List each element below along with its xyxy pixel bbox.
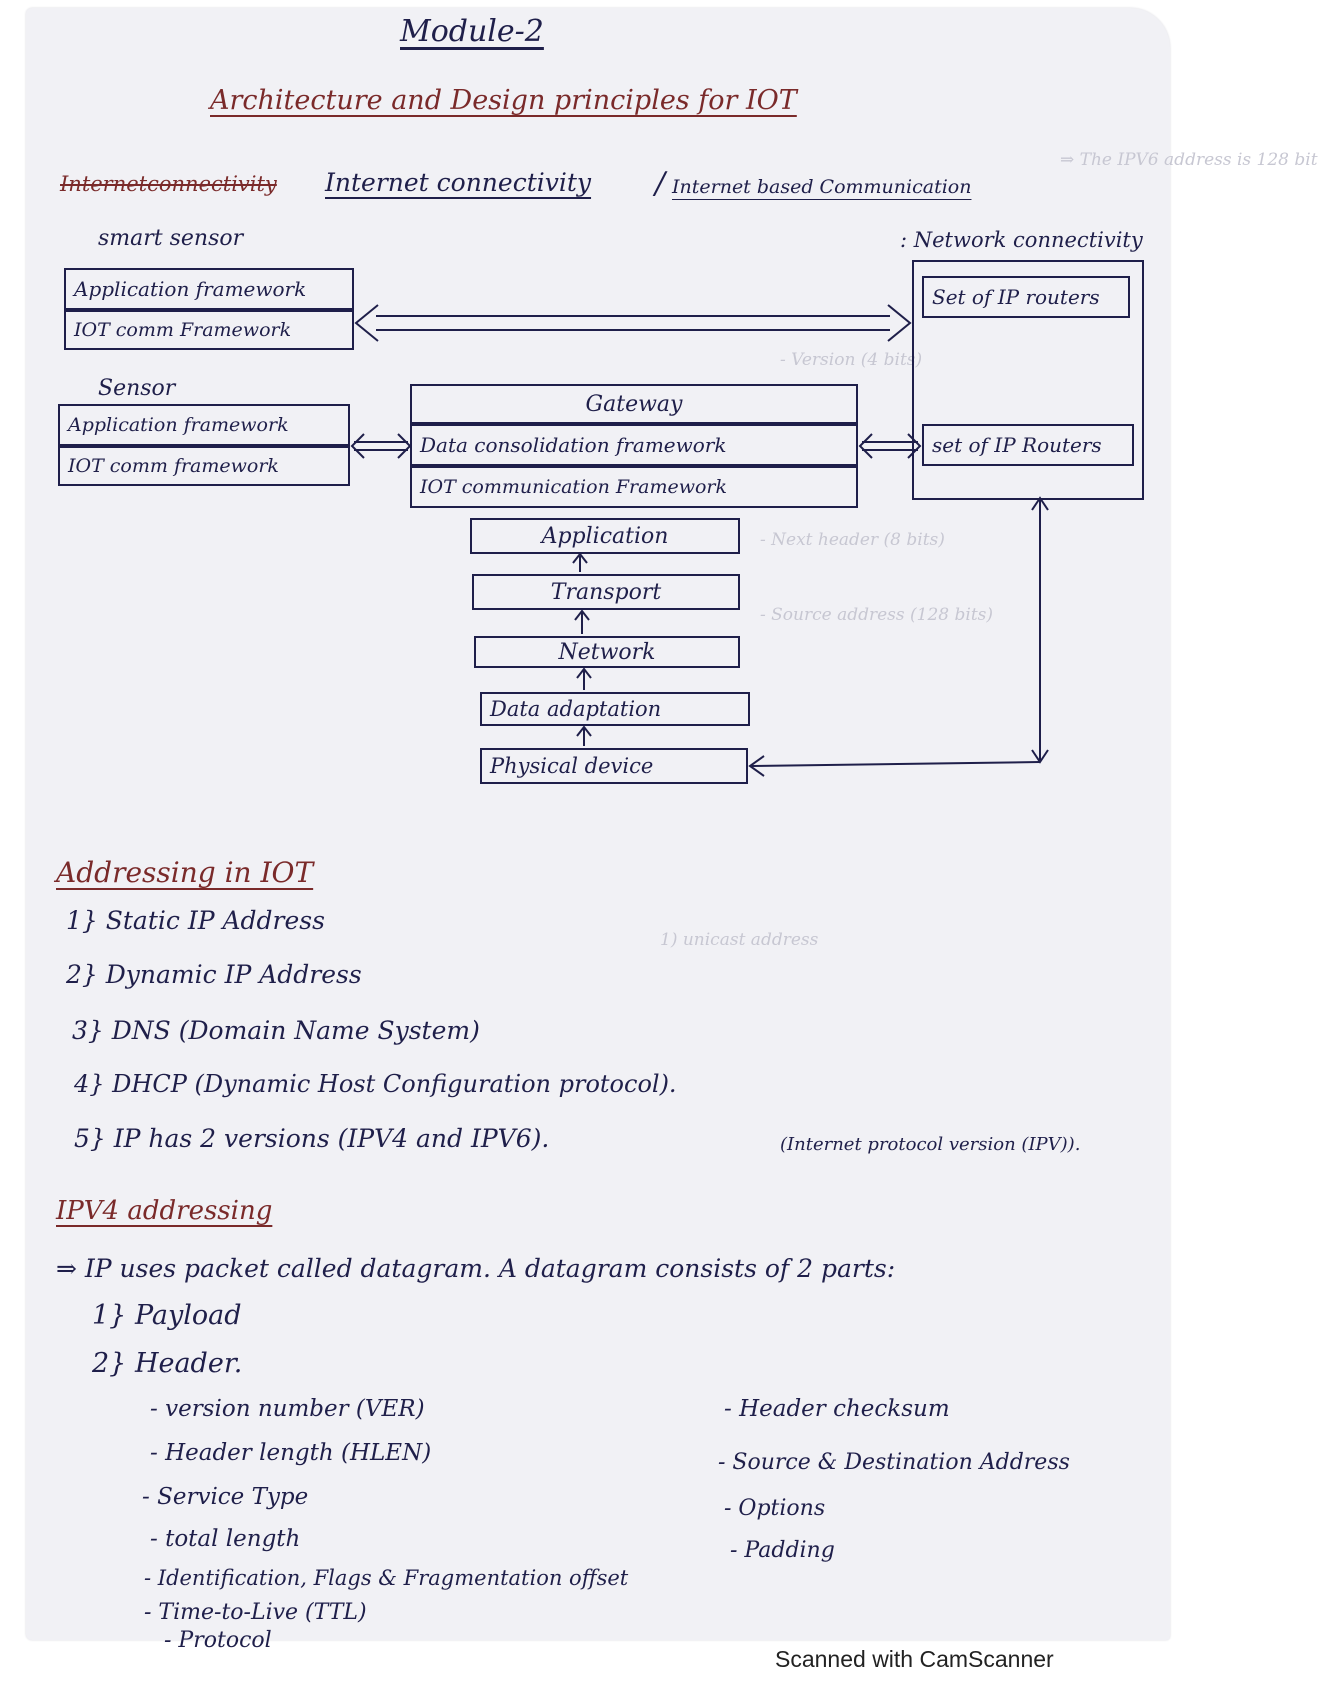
sensor-iot-comm-framework: IOT comm framework (58, 446, 350, 486)
datagram-part: 2} Header. (92, 1348, 243, 1379)
stack-physical-device: Physical device (480, 748, 748, 784)
ip-version-note: (Internet protocol version (IPV)). (780, 1134, 1081, 1155)
header-field: - Options (724, 1496, 826, 1521)
stack-application: Application (470, 518, 740, 554)
page-subtitle: Architecture and Design principles for IOT (210, 85, 797, 116)
addressing-item: 3} DNS (Domain Name System) (72, 1016, 480, 1045)
section-heading: Internet connectivity (325, 168, 592, 197)
bleed-through-text: 1) unicast address (660, 930, 819, 950)
addressing-item: 2} Dynamic IP Address (66, 960, 362, 989)
header-field: - version number (VER) (150, 1396, 425, 1422)
ipv4-intro: ⇒ IP uses packet called datagram. A datagram consists of 2 parts: (56, 1254, 896, 1283)
header-field: - Source & Destination Address (718, 1450, 1070, 1475)
stack-transport: Transport (472, 574, 740, 610)
bleed-through-text: ⇒ The IPV6 address is 128 bit (1060, 150, 1318, 170)
header-field: - Header checksum (724, 1396, 950, 1422)
arrow-head-left (356, 305, 378, 341)
bleed-through-text: - Version (4 bits) (780, 350, 923, 370)
ipv4-heading: IPV4 addressing (56, 1196, 273, 1226)
smart-sensor-label: smart sensor (98, 226, 244, 251)
header-field: - Time-to-Live (TTL) (144, 1600, 367, 1625)
section-heading-alt: Internet based Communication (672, 176, 972, 198)
page-title: Module-2 (400, 14, 544, 49)
crossed-out-word: Internetconnectivity (60, 172, 277, 196)
network-connectivity-label: : Network connectivity (900, 228, 1143, 252)
horizontal-link-line (752, 762, 1040, 766)
addressing-item: 4} DHCP (Dynamic Host Configuration protocol). (74, 1070, 677, 1098)
header-field: - Identification, Flags & Fragmentation offset (144, 1566, 629, 1590)
smart-sensor-iot-comm-framework: IOT comm Framework (64, 310, 354, 350)
header-field: - Service Type (142, 1484, 309, 1510)
gateway-iot-comm-framework: IOT communication Framework (410, 466, 858, 508)
datagram-part: 1} Payload (92, 1300, 242, 1331)
stack-data-adaptation: Data adaptation (480, 692, 750, 726)
header-field: - Protocol (164, 1628, 272, 1653)
arrow-head-right (888, 305, 910, 341)
addressing-item: 1} Static IP Address (66, 906, 325, 935)
addressing-item: 5} IP has 2 versions (IPV4 and IPV6). (74, 1124, 550, 1153)
router-box-top: Set of IP routers (922, 276, 1130, 318)
sensor-app-framework: Application framework (58, 404, 350, 446)
data-consolidation-framework: Data consolidation framework (410, 424, 858, 466)
smart-sensor-app-framework: Application framework (64, 268, 354, 310)
header-field: - Padding (730, 1538, 835, 1563)
gateway-box: Gateway (410, 384, 858, 424)
addressing-heading: Addressing in IOT (56, 856, 314, 889)
header-field: - Header length (HLEN) (150, 1440, 432, 1466)
bleed-through-text: - Source address (128 bits) (760, 605, 994, 625)
bleed-through-text: - Next header (8 bits) (760, 530, 945, 550)
slash-separator: / (655, 166, 666, 201)
header-field: - total length (150, 1526, 301, 1552)
scanner-watermark: Scanned with CamScanner (775, 1646, 1054, 1672)
stack-network: Network (474, 636, 740, 668)
router-box-bottom: set of IP Routers (922, 424, 1134, 466)
sensor-label: Sensor (98, 376, 176, 401)
